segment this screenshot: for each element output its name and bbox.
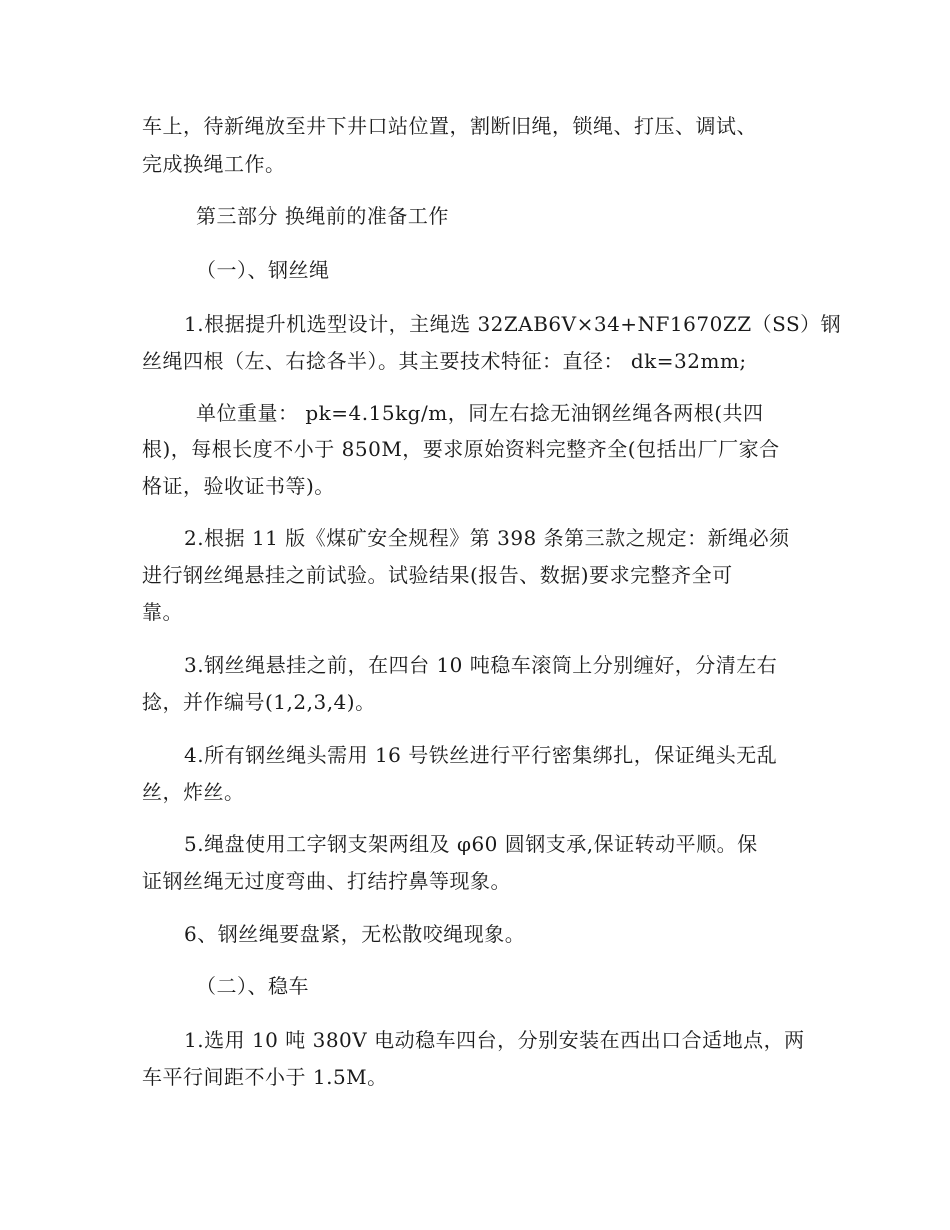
paragraph-line: 1.根据提升机选型设计，主绳选 32ZAB6V×34+NF1670ZZ（SS）钢 — [184, 312, 842, 336]
paragraph-line: 靠。 — [142, 600, 183, 624]
paragraph-line: 捻，并作编号(1,2,3,4)。 — [142, 690, 376, 714]
paragraph-line: 3.钢丝绳悬挂之前，在四台 10 吨稳车滚筒上分别缠好，分清左右 — [184, 653, 778, 677]
paragraph-line: 车平行间距不小于 1.5M。 — [142, 1065, 388, 1089]
paragraph-line: 4.所有钢丝绳头需用 16 号铁丝进行平行密集绑扎，保证绳头无乱 — [184, 743, 778, 767]
paragraph-line: 根)，每根长度不小于 850M，要求原始资料完整齐全(包括出厂厂家合 — [142, 437, 780, 461]
paragraph-line: 单位重量： pk=4.15kg/m，同左右捻无油钢丝绳各两根(共四 — [196, 401, 764, 425]
paragraph-line: 2.根据 11 版《煤矿安全规程》第 398 条第三款之规定：新绳必须 — [184, 526, 790, 550]
body-text-line: 车上，待新绳放至井下井口站位置，割断旧绳，锁绳、打压、调试、 — [142, 114, 757, 138]
paragraph-line: 1.选用 10 吨 380V 电动稳车四台，分别安装在西出口合适地点，两 — [184, 1028, 805, 1052]
section-heading: 第三部分 换绳前的准备工作 — [196, 204, 449, 228]
paragraph-line: 格证，验收证书等)。 — [142, 474, 335, 498]
paragraph-line: 证钢丝绳无过度弯曲、打结拧鼻等现象。 — [142, 869, 511, 893]
paragraph-line: 进行钢丝绳悬挂之前试验。试验结果(报告、数据)要求完整齐全可 — [142, 563, 733, 587]
subsection-heading: （一）、钢丝绳 — [196, 258, 330, 282]
paragraph-line: 丝，炸丝。 — [142, 780, 245, 804]
subsection-heading: （二）、稳车 — [196, 974, 309, 998]
paragraph-line: 丝绳四根（左、右捻各半）。其主要技术特征：直径： dk=32mm; — [142, 349, 747, 373]
paragraph-line: 5.绳盘使用工字钢支架两组及 φ60 圆钢支承,保证转动平顺。保 — [184, 832, 758, 856]
body-text-line: 完成换绳工作。 — [142, 152, 286, 176]
paragraph-line: 6、钢丝绳要盘紧，无松散咬绳现象。 — [184, 922, 526, 946]
